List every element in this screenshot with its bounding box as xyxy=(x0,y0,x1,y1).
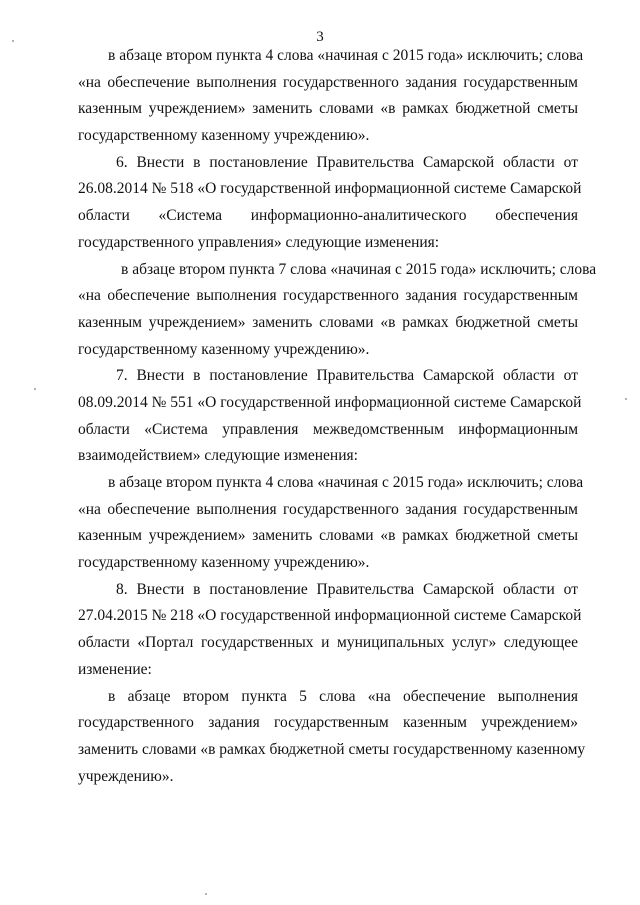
paragraph-5 xyxy=(78,470,584,577)
scan-speck xyxy=(625,398,627,400)
text-line: государственного управления» следующие изменения: xyxy=(78,233,440,251)
text-line: 7. Внести в постановление Правительства Самарской области от xyxy=(116,367,578,385)
text-line: заменить словами «в рамках бюджетной сметы государственному казенному xyxy=(78,740,586,758)
scan-speck xyxy=(205,893,207,895)
text-line: государственного задания государственным казенным учреждением» xyxy=(78,714,578,732)
text-line: государственному казенному учреждению». xyxy=(78,340,370,358)
scan-speck xyxy=(12,40,14,42)
text-line: области «Портал государственных и муниципальных услуг» следующее xyxy=(78,634,578,652)
text-line: казенным учреждением» заменить словами «в рамках бюджетной сметы xyxy=(78,313,578,331)
text-line: государственному казенному учреждению». xyxy=(78,127,370,145)
document-body xyxy=(78,43,597,790)
text-line: государственному казенному учреждению». xyxy=(78,554,370,572)
text-line: казенным учреждением» заменить словами «в рамках бюджетной сметы xyxy=(78,100,578,118)
text-line: 27.04.2015 № 218 «О государственной информационной системе Самарской xyxy=(78,607,582,625)
paragraph-3 xyxy=(78,257,597,364)
paragraph-6 xyxy=(78,577,582,684)
paragraph-1 xyxy=(78,43,584,150)
paragraph-2 xyxy=(78,150,582,257)
text-line: «на обеспечение выполнения государственного задания государственным xyxy=(78,287,578,305)
text-line: учреждению». xyxy=(78,767,174,785)
text-line: в абзаце втором пункта 5 слова «на обеспечение выполнения xyxy=(108,687,578,705)
text-line: взаимодействием» следующие изменения: xyxy=(78,447,358,465)
text-line: казенным учреждением» заменить словами «в рамках бюджетной сметы xyxy=(78,527,578,545)
text-line: области «Система управления межведомственным информационным xyxy=(78,420,578,438)
text-line: «на обеспечение выполнения государственного задания государственным xyxy=(78,73,578,91)
text-line: «на обеспечение выполнения государственного задания государственным xyxy=(78,500,578,518)
text-line: 26.08.2014 № 518 «О государственной информационной системе Самарской xyxy=(78,180,582,198)
paragraph-4 xyxy=(78,363,582,470)
text-line: в абзаце втором пункта 4 слова «начиная с 2015 года» исключить; слова xyxy=(108,47,584,64)
text-line: изменение: xyxy=(78,660,152,678)
text-line: 6. Внести в постановление Правительства Самарской области от xyxy=(116,153,578,171)
text-line: области «Система информационно-аналитического обеспечения xyxy=(78,207,578,225)
text-line: в абзаце втором пункта 7 слова «начиная с 2015 года» исключить; слова xyxy=(121,260,597,278)
text-line: 8. Внести в постановление Правительства Самарской области от xyxy=(116,580,578,598)
text-line: 08.09.2014 № 551 «О государственной информационной системе Самарской xyxy=(78,393,582,411)
paragraph-7 xyxy=(78,684,586,791)
scan-speck xyxy=(34,388,36,390)
text-line: в абзаце втором пункта 4 слова «начиная с 2015 года» исключить; слова xyxy=(108,474,584,491)
page-number: 3 xyxy=(316,29,324,45)
